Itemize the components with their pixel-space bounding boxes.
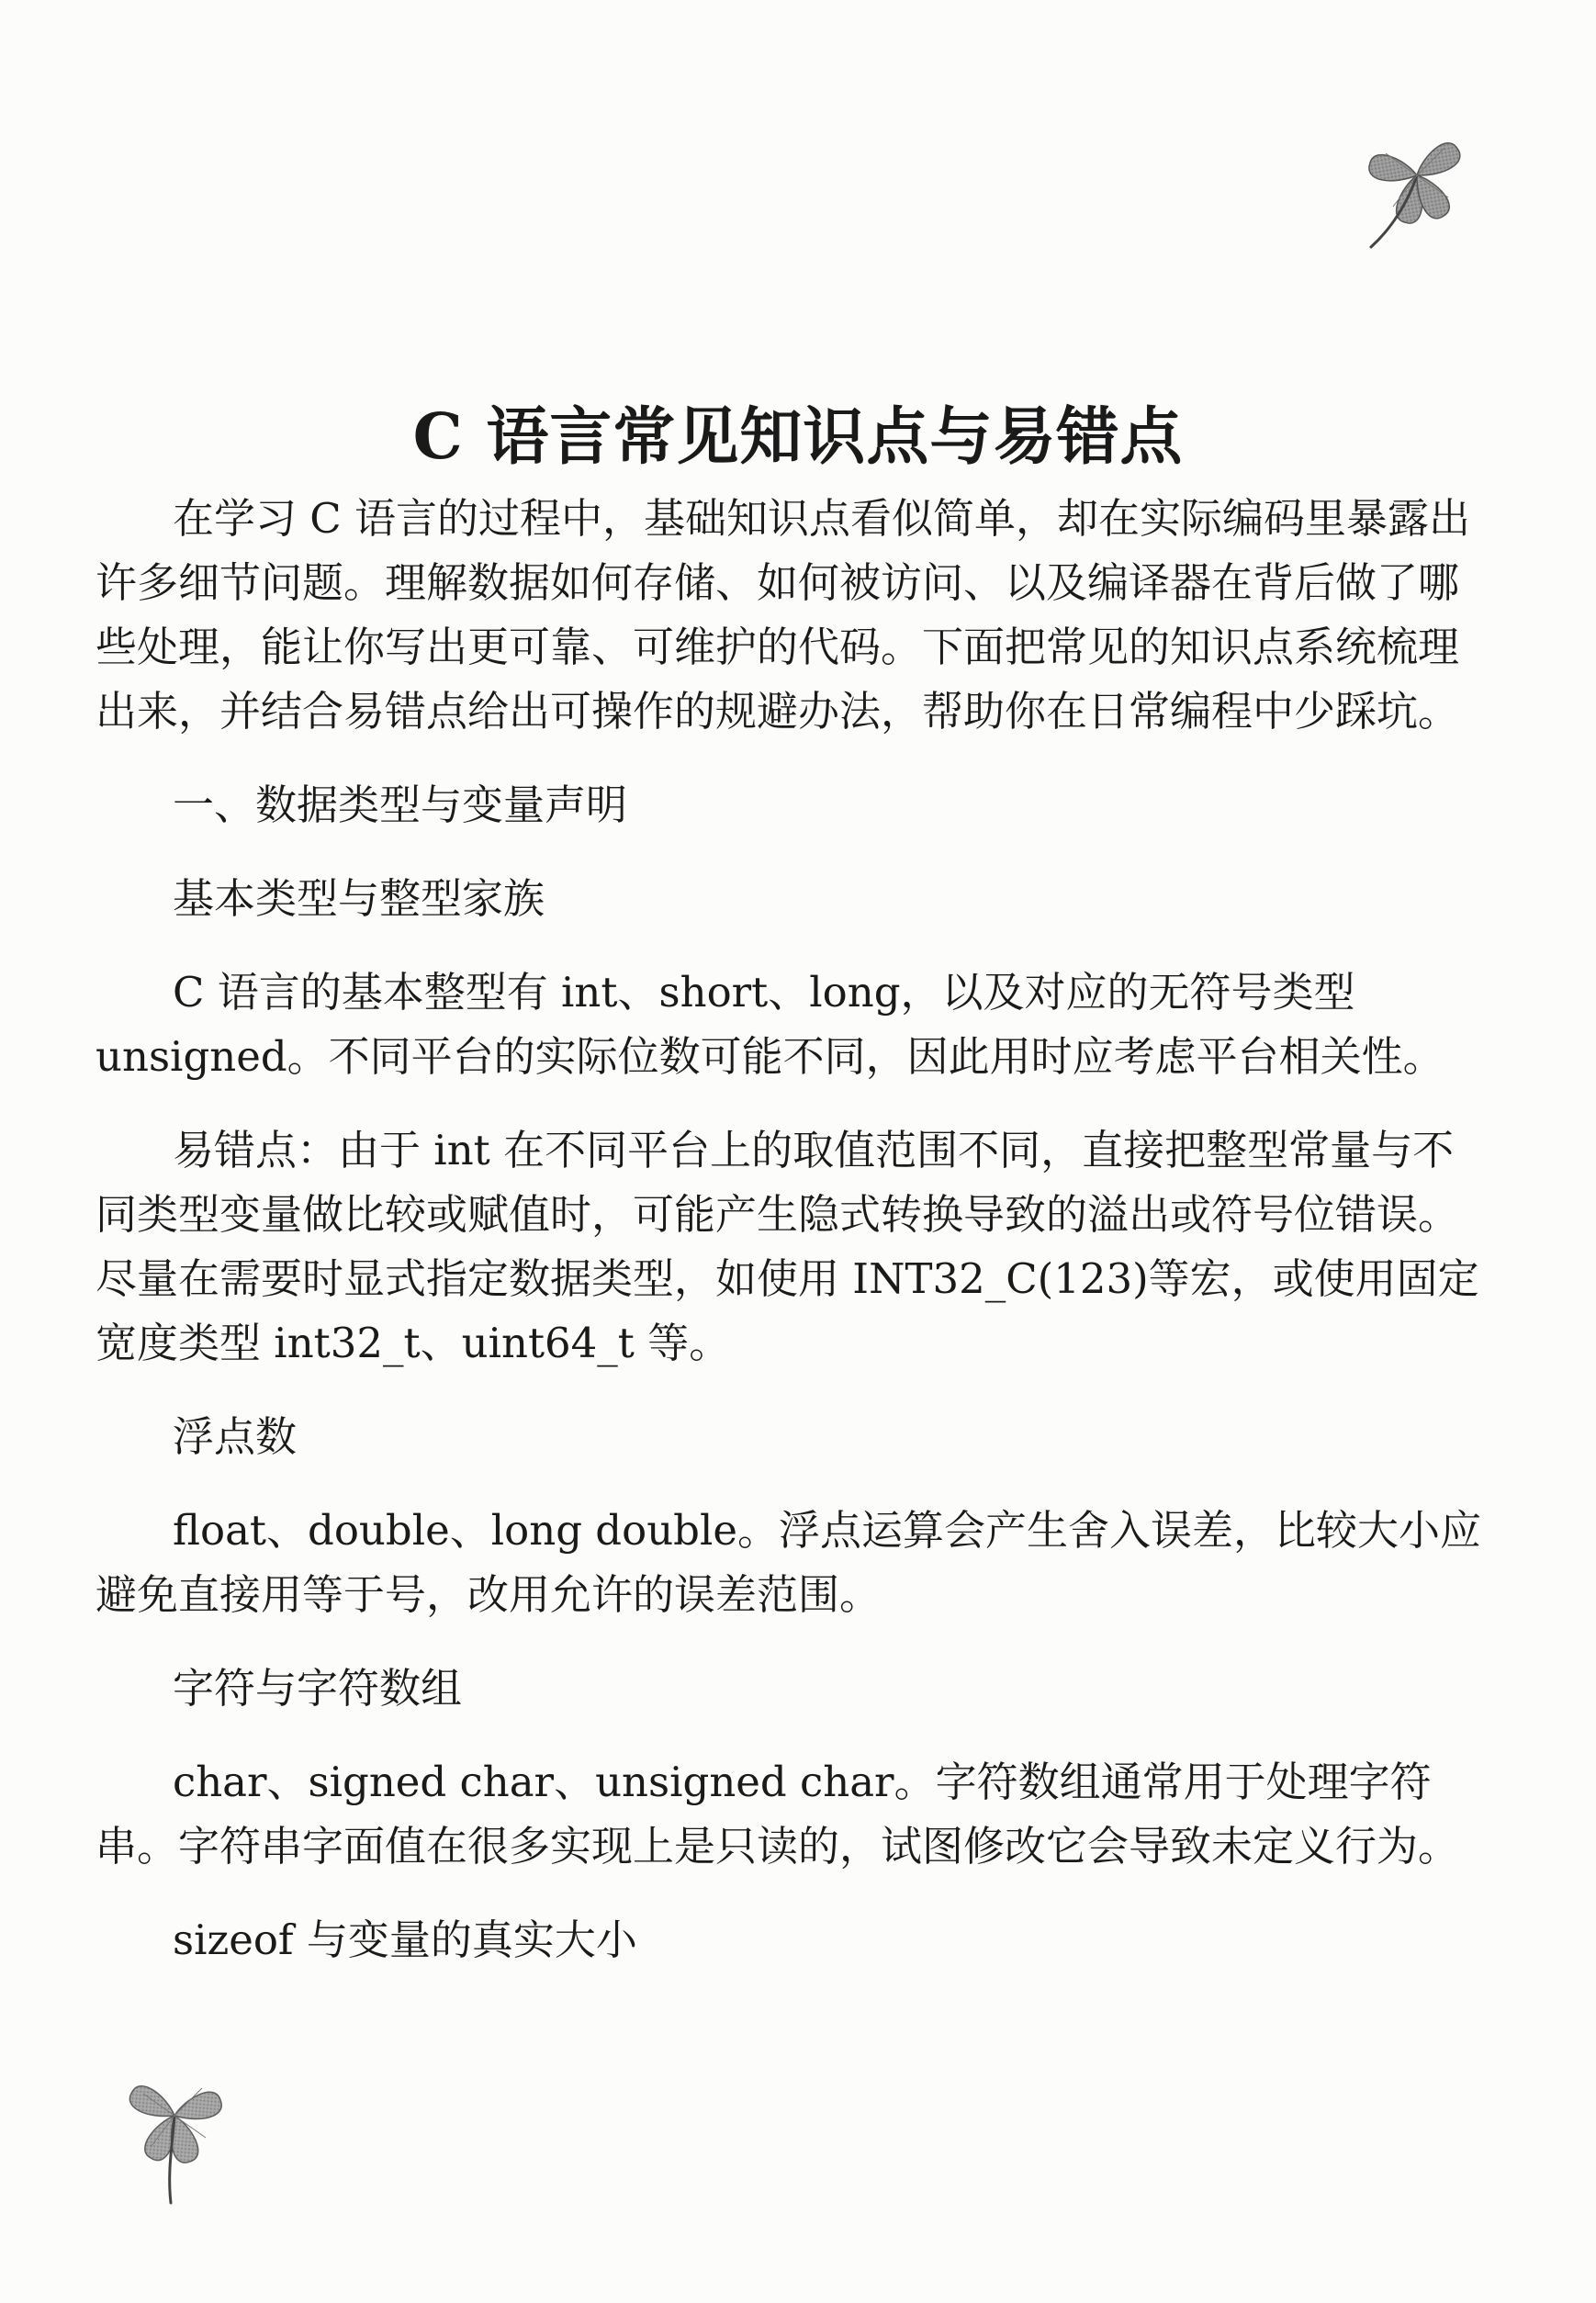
four-leaf-clover-icon [1336, 96, 1501, 262]
body-paragraph: char、signed char、unsigned char。字符数组通常用于处理字符串。字符串字面值在很多实现上是只读的，试图修改它会导致未定义行为。 [96, 1758, 1460, 1870]
subsection-heading: sizeof 与变量的真实大小 [173, 1915, 637, 1964]
body-paragraph: float、double、long double。浮点运算会产生舍入误差，比较大小应避免直接用等于号，改用允许的误差范围。 [96, 1506, 1482, 1619]
subsection-heading: 浮点数 [173, 1412, 298, 1461]
subsection-heading: 基本类型与整型家族 [173, 874, 545, 923]
subsection-heading: 字符与字符数组 [173, 1664, 463, 1713]
section-heading: 一、数据类型与变量声明 [173, 781, 628, 829]
intro-paragraph: 在学习 C 语言的过程中，基础知识点看似简单，却在实际编码里暴露出许多细节问题。理解数据如何存储、如何被访问、以及编译器在背后做了哪些处理，能让你写出更可靠、可维护的代码。下面把常见的知识点系统梳理出来，并结合易错点给出可操作的规避办法，帮助你在日常编程中少踩坑。 [96, 494, 1471, 736]
page-title: C 语言常见知识点与易错点 [412, 399, 1184, 474]
four-leaf-clover-icon [90, 2039, 255, 2208]
body-paragraph: C 语言的基本整型有 int、short、long，以及对应的无符号类型 unsigned。不同平台的实际位数可能不同，因此用时应考虑平台相关性。 [96, 968, 1444, 1081]
pitfall-paragraph: 易错点：由于 int 在不同平台上的取值范围不同，直接把整型常量与不同类型变量做比较或赋值时，可能产生隐式转换导致的溢出或符号位错误。尽量在需要时显式指定数据类型，如使用 INT32_C(123)等宏，或使用固定宽度类型 int32_t、uint64_t 等。 [96, 1126, 1479, 1367]
document-body [96, 487, 1491, 1972]
